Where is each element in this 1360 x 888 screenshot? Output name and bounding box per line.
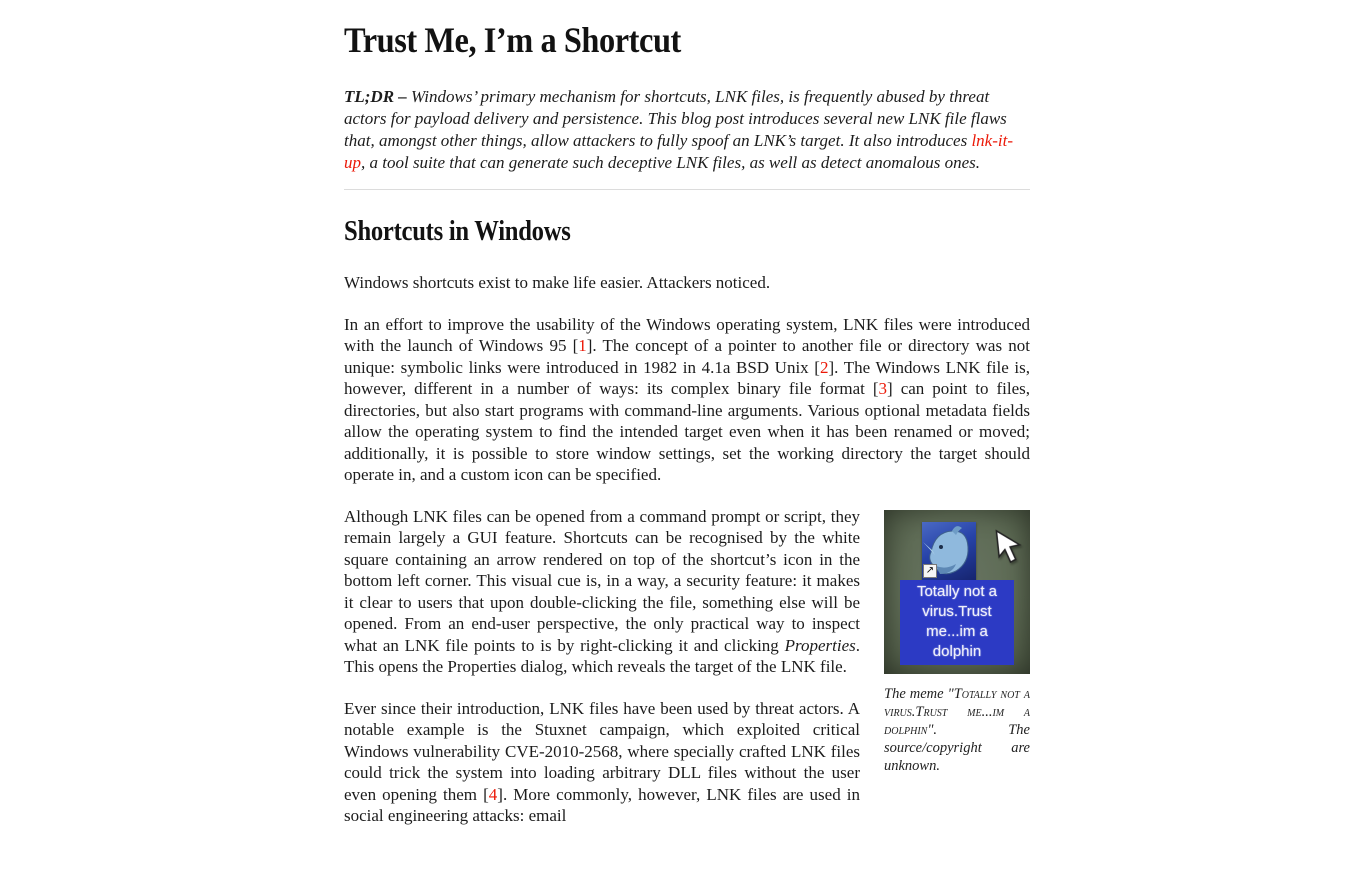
dolphin-shortcut-icon xyxy=(922,522,976,580)
tldr-text-before-link: Windows’ primary mechanism for shortcuts, LNK files, is frequently abused by threat actors for payload delivery and persistence. This blog post introduces several new LNK file flaws that, amongst other things, allow attackers to fully spoof an LNK’s target. It also introduces xyxy=(344,87,1007,150)
tldr-paragraph xyxy=(344,86,1030,174)
section-divider xyxy=(344,189,1030,190)
paragraph-text: In an effort to improve the usability of the Windows operating system, LNK files were introduced with the launch of Windows 95 [ xyxy=(344,314,1030,355)
shortcut-arrow-overlay-icon: ↗ xyxy=(923,564,937,578)
tldr-label: TL;DR – xyxy=(344,87,412,106)
section-body xyxy=(344,272,1030,827)
paragraph-text: Windows shortcuts exist to make life easier. Attackers noticed. xyxy=(344,273,771,292)
section-heading-text: Shortcuts in Windows xyxy=(344,216,571,247)
caption-smallcaps-text: Totally not a virus.Trust me...im a dolphin xyxy=(884,685,1031,738)
paragraph-text: Although LNK files can be opened from a command prompt or script, they remain largely a GUI feature. Shortcuts can be recognised by the white square containing an arrow rendered on top of the shortcut’s icon in the bottom left corner. This visual cue is, in a way, a security feature: it makes it clear to users that upon double-clicking the file, something else will be opened. From an end-user perspective, the only practical way to inspect what an LNK file points to is by right-clicking it and clicking xyxy=(344,506,860,655)
properties-emphasis: Properties xyxy=(784,635,856,655)
reference-link-3[interactable]: 3 xyxy=(878,379,888,398)
shortcut-label-line: virus.Trust xyxy=(922,602,992,620)
paragraph-intro xyxy=(344,272,1030,294)
meme-caption xyxy=(884,685,1030,775)
shortcut-label-line: dolphin xyxy=(932,642,982,660)
tldr-text-after-link: , a tool suite that can generate such deceptive LNK files, as well as detect anomalous ones. xyxy=(361,153,980,172)
paragraph-text: . This opens the Properties dialog, which reveals the target of the LNK file. xyxy=(344,635,860,676)
caption-text: ". The source/copyright are unknown. xyxy=(884,721,1030,774)
shortcut-label-line: Totally not a xyxy=(916,582,998,600)
shortcut-label-line: me...im a xyxy=(926,622,988,640)
page-title xyxy=(344,22,1030,58)
paragraph-text: ]. More commonly, however, LNK files are used in social engineering attacks: email xyxy=(344,784,860,825)
paragraph-text: ]. The concept of a pointer to another file or directory was not unique: symbolic links were introduced in 1982 in 4.1a BSD Unix [ xyxy=(344,336,1030,377)
meme-figure xyxy=(884,510,1030,775)
paragraph-text: Ever since their introduction, LNK files have been used by threat actors. A notable example is the Stuxnet campaign, which exploited critical Windows vulnerability CVE-2010-2568, where specially crafted LNK files could trick the system into loading arbitrary DLL files without the user even opening them [ xyxy=(344,698,860,804)
reference-link-2[interactable]: 2 xyxy=(819,357,829,377)
blog-article xyxy=(344,0,1030,827)
paragraph-text: ] can point to files, directories, but also start programs with command-line arguments. Various optional metadata fields allow the operating system to find the intended target even when it has been renamed or moved; additionally, it is possible to store window settings, set the working directory the target should operate in, and a custom icon can be specified. xyxy=(344,379,1030,484)
meme-image xyxy=(884,510,1030,674)
reference-link-4[interactable]: 4 xyxy=(488,784,498,804)
shortcut-label xyxy=(900,580,1014,665)
caption-text: The meme " xyxy=(884,685,954,702)
paragraph-text: ]. The Windows LNK file is, however, different in a number of ways: its complex binary file format [ xyxy=(344,357,1031,398)
paragraph-history xyxy=(344,314,1030,486)
section-heading xyxy=(344,216,1030,248)
reference-link-1[interactable]: 1 xyxy=(578,336,587,355)
lnk-it-up-link[interactable]: lnk-it-up xyxy=(344,131,1013,172)
mouse-cursor-icon xyxy=(994,526,1024,567)
page-title-text: Trust Me, I’m a Shortcut xyxy=(344,20,681,60)
